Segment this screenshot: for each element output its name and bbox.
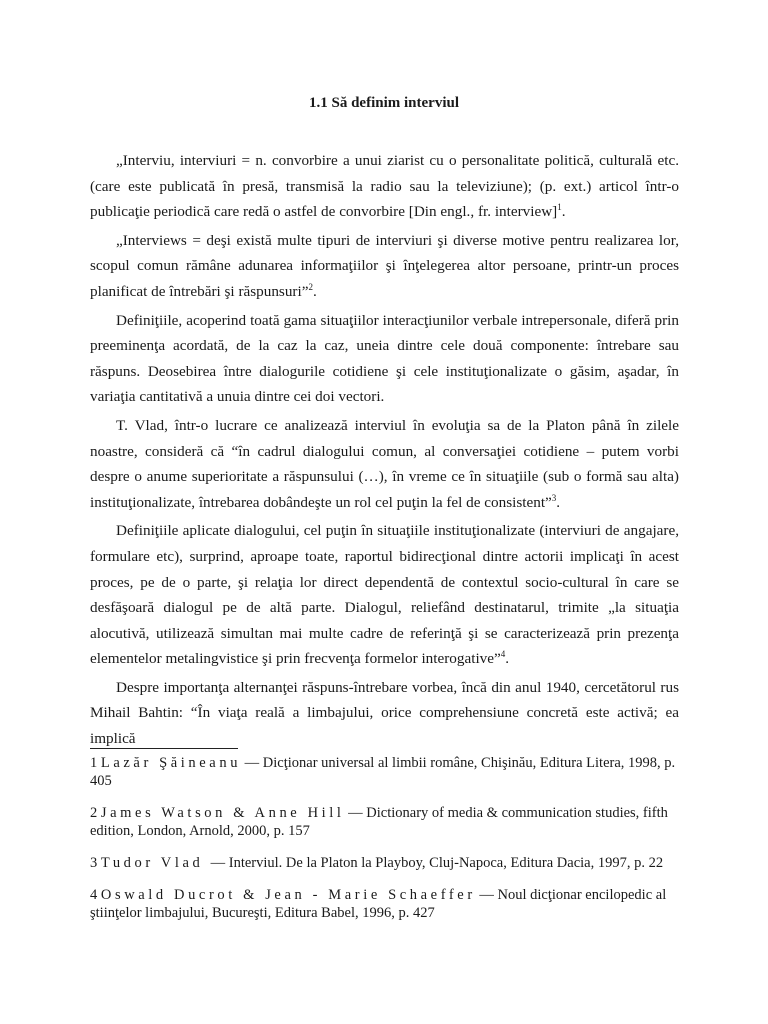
footnote-number: 4 — [90, 887, 98, 903]
footnote-source: — Noul dicţionar encilopedic al ştiinţelor limbajului, Bucureşti, Editura Babel, 1996, p. 427 — [90, 887, 667, 921]
footnote-4 — [90, 886, 690, 922]
paragraph-text: „Interviews = deşi există multe tipuri de interviuri şi diverse motive pentru realizarea lor, scopul comun rămâne adunarea informaţiilor şi înţelegerea altor persoane, printr-un proces planificat de întrebări şi răspunsuri” — [90, 231, 679, 300]
footnote-1 — [90, 754, 690, 790]
paragraph-5 — [90, 518, 679, 672]
footnote-number: 3 — [90, 855, 98, 871]
footnote-author: Tudor Vlad — [100, 855, 204, 871]
paragraph-text: Despre importanţa alternanţei răspuns-întrebare vorbea, încă din anul 1940, cercetătorul rus Mihail Bahtin: “În viaţa reală a limbajului, orice comprehensiune concretă este activă; ea implică — [90, 678, 679, 748]
footnote-ref[interactable]: 2 — [308, 281, 313, 292]
paragraph-end: . — [505, 650, 510, 668]
footnote-3 — [90, 854, 690, 872]
footnote-author: James Watson & Anne Hill — [100, 805, 345, 821]
paragraph-end: . — [312, 282, 317, 300]
paragraph-1 — [90, 148, 679, 225]
footnote-source: — Dictionary of media & communication studies, fifth edition, London, Arnold, 2000, p. 157 — [90, 805, 668, 839]
footnote-2 — [90, 804, 690, 840]
body-text — [90, 148, 679, 752]
paragraph-end: . — [561, 203, 566, 221]
footnote-author: Oswald Ducrot & Jean - Marie Schaeffer — [100, 887, 476, 903]
paragraph-end: . — [556, 493, 561, 511]
paragraph-text: T. Vlad, într-o lucrare ce analizează interviul în evoluţia sa de la Platon până în zilele noastre, consideră că “în cadrul dialogului comun, al conversaţiei cotidiene – putem vorbi despre o anume superioritate a răspunsului (…), în vreme ce în situaţiile (sub o formă sau alta) instituţionalizate, întrebarea dobândeşte un rol cel puţin la fel de consistent” — [90, 416, 679, 511]
paragraph-3 — [90, 308, 679, 410]
footnote-number: 2 — [90, 805, 98, 821]
footnote-author: Lazăr Şăineanu — [100, 755, 242, 771]
paragraph-text: Definiţiile, acoperind toată gama situaţiilor interacţiunilor verbale intrepersonale, diferă prin preeminenţa acordată, de la caz la caz, uneia dintre cele două componente: întrebare sau răspuns. Deosebirea între dialogurile cotidiene şi cele instituţionalizate o găsim, aşadar, în variaţia cantitativă a unuia dintre cei doi vectori. — [90, 311, 679, 406]
paragraph-2 — [90, 228, 679, 305]
footnote-ref[interactable]: 1 — [557, 202, 562, 213]
footnote-ref[interactable]: 4 — [500, 649, 506, 660]
footnote-number: 1 — [90, 755, 98, 771]
footnote-source: — Dicţionar universal al limbii române, Chişinău, Editura Litera, 1998, p. 405 — [90, 755, 676, 789]
footnotes — [90, 754, 690, 936]
paragraph-6 — [90, 675, 679, 752]
section-title: 1.1 Să definim interviul — [308, 95, 459, 111]
footnote-ref[interactable]: 3 — [551, 492, 557, 503]
paragraph-text: Definiţiile aplicate dialogului, cel puţin în situaţiile instituţionalizate (interviuri de angajare, formulare etc), surprind, aproape toate, raportul bidirecţional dintre actorii implicaţi în acest proces, pe de o parte, şi relaţia lor direct dependentă de contextul socio-cultural în care se desfăşoară dialogul pe de altă parte. Dialogul, reliefând destinatarul, trimite „la situaţia alocutivă, utilizează simultan mai multe cadre de referinţă şi se caracterizează prin prezenţa elementelor metalingvistice şi prin frecvenţa formelor interogative” — [90, 522, 679, 668]
paragraph-4 — [90, 413, 679, 515]
footnote-separator — [90, 748, 238, 749]
footnote-source: — Interviul. De la Platon la Playboy, Cluj-Napoca, Editura Dacia, 1997, p. 22 — [203, 855, 664, 871]
paragraph-text: „Interviu, interviuri = n. convorbire a unui ziarist cu o personalitate politică, culturală etc. (care este publicată în presă, transmisă la radio sau la televiziune); (p. ext.) articol într-o publicaţie periodică care redă o astfel de convorbire [Din engl., fr. interview] — [90, 152, 679, 221]
